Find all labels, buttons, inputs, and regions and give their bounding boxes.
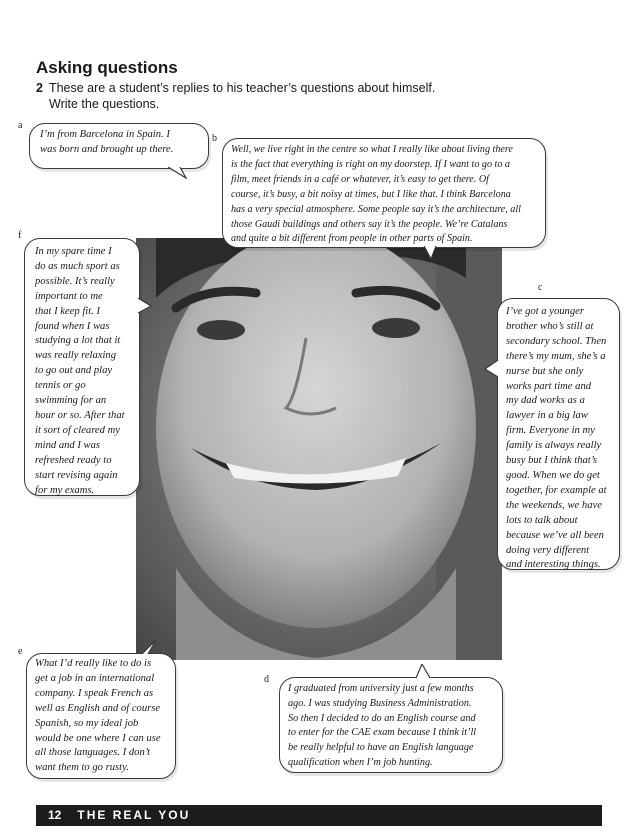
- bubble-d-tail-icon: [416, 664, 432, 679]
- bubble-a-tail-icon: [168, 167, 188, 179]
- bubble-f-line: studying a lot that it: [35, 335, 121, 347]
- bubble-c-line: secondary school. Then: [506, 335, 607, 347]
- bubble-d-line: to enter for the CAE exam because I think it’ll: [288, 727, 477, 739]
- bubble-b-line: is the fact that everything is right on my doorstep. If I want to go to a: [231, 158, 510, 170]
- bubble-f-line: do as much sport as: [35, 260, 120, 272]
- bubble-d-line: So then I decided to do an English course and: [288, 712, 476, 724]
- bubble-f-line: tennis or go: [35, 380, 86, 392]
- bubble-f-line: it sort of cleared my: [35, 424, 120, 436]
- bubble-e-line: would be one where I can use: [35, 732, 161, 744]
- bubble-f-line: mind and I was: [35, 439, 101, 451]
- bubble-f-line: hour or so. After that: [35, 409, 125, 421]
- bubble-d-line: ago. I was studying Business Administration.: [288, 697, 472, 709]
- bubble-c-line: family is always really: [506, 440, 602, 452]
- bubble-f-line: swimming for an: [35, 395, 107, 407]
- bubble-e-line: well as English and of course: [35, 702, 161, 714]
- bubble-a-line: was born and brought up there.: [40, 143, 174, 155]
- bubble-a-line: I’m from Barcelona in Spain. I: [40, 129, 170, 140]
- bubble-c-line: good. When we do get: [506, 469, 600, 481]
- bubble-letter-c: c: [538, 282, 543, 293]
- bubble-d-line: I graduated from university just a few months: [288, 683, 474, 694]
- reply-bubble-e: [26, 653, 176, 779]
- bubble-b-tail-icon: [424, 246, 438, 260]
- bubble-c-line: because we’ve all been: [506, 529, 604, 541]
- bubble-f-line: start revising again: [35, 469, 118, 481]
- instruction-line1: These are a student’s replies to his teacher’s questions about himself.: [48, 81, 436, 95]
- bubble-c-line: lots to talk about: [506, 514, 578, 526]
- bubble-letter-b: b: [212, 133, 217, 144]
- bubble-e-line: company. I speak French as: [35, 687, 154, 699]
- bubble-c-line: lawyer in a big law: [506, 410, 588, 422]
- bubble-e-line: Spanish, so my ideal job: [35, 717, 139, 729]
- bubble-letter-e: e: [18, 646, 23, 657]
- bubble-f-line: possible. It’s really: [35, 275, 115, 287]
- reply-bubble-a: [29, 123, 209, 169]
- bubble-e-line: What I’d really like to do is: [35, 658, 152, 669]
- bubble-e-line: get a job in an international: [35, 672, 155, 684]
- bubble-b-line: and quite a bit different from people in other parts of Spain.: [231, 233, 473, 245]
- bubble-f-line: to go out and play: [35, 365, 113, 377]
- bubble-letter-a: a: [18, 120, 23, 131]
- bubble-c-line: doing very different: [506, 544, 590, 556]
- student-portrait-photo: [136, 238, 502, 660]
- bubble-d-line: be really helpful to have an English language: [288, 742, 474, 754]
- bubble-c-line: brother who’s still at: [506, 320, 594, 332]
- bubble-e-line: want them to go rusty.: [35, 762, 129, 774]
- bubble-c-line: firm. Everyone in my: [506, 425, 595, 437]
- bubble-f-tail-icon: [138, 298, 152, 314]
- reply-bubble-f: [24, 238, 140, 496]
- page-footer: [36, 805, 602, 826]
- section-title: Asking questions: [36, 58, 178, 77]
- bubble-b-line: those Gaudi buildings and others say it’s the people. We’re Catalans: [231, 218, 508, 230]
- page-number: 12: [48, 808, 62, 822]
- instruction-line2: Write the questions.: [49, 97, 160, 111]
- bubble-f-line: that I keep fit. I: [35, 305, 101, 317]
- bubble-f-line: In my spare time I: [35, 246, 112, 257]
- bubble-c-line: and interesting things.: [506, 559, 601, 571]
- bubble-f-line: found when I was: [35, 320, 110, 332]
- reply-bubble-b: [222, 138, 546, 248]
- instruction-number: 2: [36, 81, 43, 95]
- unit-title: THE REAL YOU: [77, 808, 191, 822]
- bubble-c-line: nurse but she only: [506, 365, 584, 377]
- bubble-c-line: the weekends, we have: [506, 499, 602, 511]
- bubble-b-line: course, it’s busy, a bit noisy at times, but I like that. I think Barcelona: [231, 188, 511, 200]
- bubble-f-line: refreshed ready to: [35, 454, 112, 466]
- bubble-c-tail-icon: [485, 360, 499, 378]
- bubble-c-line: there’s my mum, she’s a: [506, 350, 606, 362]
- bubble-letter-f: f: [18, 230, 22, 241]
- bubble-f-line: for my exams.: [35, 484, 95, 496]
- bubble-c-line: together, for example at: [506, 484, 607, 496]
- bubble-c-line: my dad works as a: [506, 395, 585, 407]
- bubble-b-line: Well, we live right in the centre so what I really like about living there: [231, 144, 513, 155]
- bubble-c-line: busy but I think that’s: [506, 455, 598, 467]
- reply-bubble-c: [497, 298, 620, 570]
- instruction: [36, 80, 456, 112]
- bubble-e-line: all those languages. I don’t: [35, 747, 151, 759]
- bubble-e-tail-icon: [142, 640, 158, 655]
- bubble-d-line: qualification when I’m job hunting.: [288, 756, 433, 768]
- bubble-b-line: film, meet friends in a café or whatever, it’s easy to get there. Of: [231, 173, 489, 185]
- bubble-b-line: has a very special atmosphere. Some people say it’s the architecture, all: [231, 203, 521, 215]
- bubble-c-line: I’ve got a younger: [506, 306, 584, 317]
- bubble-f-line: was really relaxing: [35, 350, 117, 362]
- bubble-f-line: important to me: [35, 290, 103, 302]
- bubble-letter-d: d: [264, 674, 269, 685]
- reply-bubble-d: [279, 677, 503, 773]
- bubble-c-line: works part time and: [506, 380, 592, 392]
